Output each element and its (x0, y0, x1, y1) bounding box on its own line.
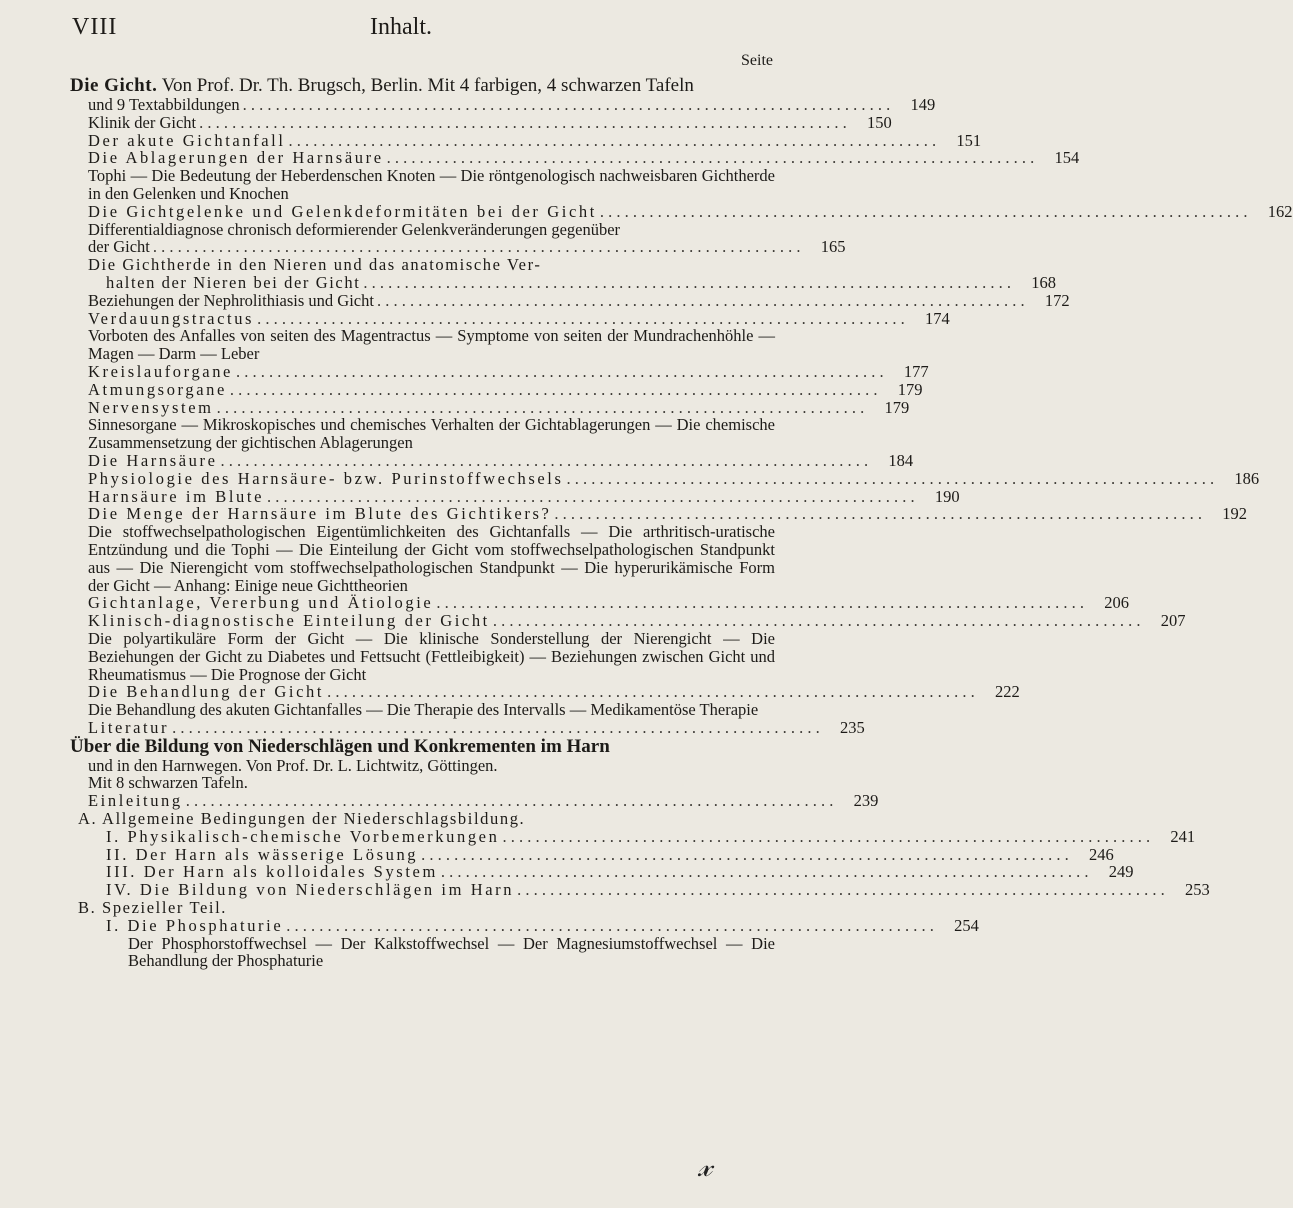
chapter-author: Von Prof. Dr. Th. Brugsch, Berlin. Mit 4 farbigen, 4 schwarzen Tafeln (157, 75, 694, 96)
page-ref: 172 (1044, 290, 1070, 310)
toc-entry[interactable]: und 9 Textabbildungen . . . 149 (70, 96, 775, 114)
page-ref: 239 (853, 791, 879, 811)
toc-entry[interactable] (70, 844, 1114, 864)
page-ref: 149 (910, 95, 936, 114)
toc-entry[interactable] (70, 486, 960, 506)
toc-entry-title: Gichtanlage, Vererbung und Ätiologie (88, 593, 434, 613)
entry-group (70, 593, 1186, 631)
toc-entry-title: Verdauungstractus (88, 308, 255, 328)
dot-leader (377, 292, 1025, 310)
page-ref: 162 (1267, 201, 1293, 221)
page-title: Inhalt. (370, 14, 432, 40)
dot-leader (421, 846, 1069, 864)
page-ref: 254 (954, 915, 979, 935)
toc-entry[interactable] (70, 826, 1196, 846)
toc-entry[interactable] (70, 611, 1186, 631)
dot-leader (286, 917, 934, 935)
dot-leader (217, 399, 865, 417)
dot-leader (436, 594, 1084, 612)
dot-leader (600, 203, 1248, 221)
toc-entry-title: I. Physikalisch-chemische Vorbemerkungen (106, 826, 500, 846)
entry-group (70, 791, 879, 811)
toc-entry[interactable] (70, 148, 1080, 168)
toc-entry[interactable] (70, 112, 892, 132)
toc-entry[interactable] (70, 791, 879, 811)
dot-leader (221, 452, 869, 470)
toc-entry[interactable] (70, 308, 950, 328)
page-ref: 246 (1089, 844, 1114, 864)
toc-entry[interactable]: der Gicht . . . 165 (70, 238, 775, 256)
toc-entry-title: Der akute Gichtanfall (88, 130, 286, 150)
page-header (72, 14, 752, 42)
dot-leader (502, 828, 1150, 846)
toc-entry-title: Beziehungen der Nephrolithiasis und Gicht (88, 290, 374, 310)
toc-entry-title: Harnsäure im Blute (88, 486, 265, 506)
subtopics-paragraph: Die stoffwechselpathologischen Eigentümlichkeiten des Gichtanfalls — Die arthritisch-uratische Entzündung und die Tophi — Die Einteilung der Gicht vom stoffwechselpathologischen Standpunkt aus — Die Nierengicht vom stoffwechselpathologischen Standpunkt — Die hyperurikämische Form der Gicht — Anhang: Einige neue Gichttheorien (88, 522, 775, 595)
entry-group (70, 915, 979, 935)
toc-entry[interactable] (70, 397, 910, 417)
entry-group (70, 717, 865, 737)
toc-entry-title: Die Gichtgelenke und Gelenkdeformitäten bei der Gicht (88, 201, 597, 221)
toc-entry-title: Die Menge der Harnsäure im Blute des Gichtikers? (88, 504, 552, 524)
page-ref: 190 (934, 486, 960, 506)
subtopics-paragraph: Sinnesorgane — Mikroskopisches und chemisches Verhalten der Gichtablagerungen — Die chemische Zusammensetzung der gichtischen Ablagerungen (88, 415, 775, 453)
chapter-plates: Mit 8 schwarzen Tafeln. (88, 773, 248, 793)
toc-entry-title: Die Harnsäure (88, 450, 218, 470)
toc-entry-title: Klinik der Gicht (88, 112, 197, 132)
page-ref: 151 (956, 130, 982, 150)
entry-group (70, 682, 1020, 702)
toc-entry-title: II. Der Harn als wässerige Lösung (106, 844, 419, 864)
toc-entry[interactable] (70, 379, 923, 399)
toc-entry[interactable] (70, 130, 982, 150)
page-ref: 192 (1222, 504, 1248, 524)
toc-entry[interactable] (70, 593, 1129, 613)
toc-entry: Die Gichtherde in den Nieren und das anatomische Ver- (88, 255, 542, 275)
dot-leader (327, 683, 975, 701)
dot-leader (517, 881, 1165, 899)
entry-group (70, 361, 929, 417)
dot-leader (554, 505, 1202, 523)
toc-entry-title: I. Die Phosphaturie (106, 915, 284, 935)
toc-entry-title: Einleitung (88, 791, 183, 811)
toc-entry-title: Kreislauforgane (88, 361, 233, 381)
toc-entry[interactable] (70, 682, 1020, 702)
dot-leader (236, 363, 884, 381)
dot-leader (387, 149, 1035, 167)
page-ref: 253 (1185, 880, 1210, 900)
toc-entry-title: Atmungsorgane (88, 379, 227, 399)
page-ref: 206 (1104, 593, 1129, 613)
page-ref: 177 (903, 361, 929, 381)
dot-leader (172, 719, 820, 737)
toc-entry-title: Physiologie des Harnsäure- bzw. Purinstoffwechsels (88, 468, 564, 488)
chapter-title: Die Gicht. (70, 75, 158, 96)
section-a-heading: A. Allgemeine Bedingungen der Niederschlagsbildung. (78, 809, 526, 829)
page-ref: 186 (1234, 468, 1260, 488)
page-ref: 150 (867, 112, 892, 132)
dot-leader (441, 863, 1089, 881)
page-ref: 179 (897, 379, 923, 399)
toc-entry: Differentialdiagnose chronisch deformierender Gelenkveränderungen gegenüber (88, 219, 621, 239)
toc-entry[interactable] (70, 504, 1248, 524)
page-ref: 207 (1160, 611, 1186, 631)
toc-entry[interactable] (70, 862, 1134, 882)
page-ref: 235 (840, 717, 865, 737)
toc-entry-title: Nervensystem (88, 397, 214, 417)
subtopics-paragraph: Vorboten des Anfalles von seiten des Magentractus — Symptome von seiten der Mundrachenhöhle — Magen — Darm — Leber (88, 326, 775, 364)
toc-entry-title: Die Behandlung der Gicht (88, 682, 325, 702)
toc-entry[interactable] (70, 717, 865, 737)
dot-leader (257, 310, 905, 328)
dot-leader (230, 381, 878, 399)
toc-entry[interactable] (70, 361, 929, 381)
subtopics-paragraph: Die Behandlung des akuten Gichtanfalles — Die Therapie des Intervalls — Medikamentöse Therapie (88, 700, 759, 720)
toc-entry[interactable] (70, 290, 1070, 310)
dot-leader (567, 470, 1215, 488)
seite-column-label: Seite (741, 52, 773, 69)
toc-entry[interactable] (70, 450, 914, 470)
dot-leader (199, 114, 847, 132)
toc-entry-title: Literatur (88, 717, 170, 737)
page-ref: 154 (1054, 148, 1080, 168)
pencil-mark-icon: 𝓍 (698, 1150, 713, 1183)
page-ref: 174 (924, 308, 950, 328)
page-ref: 241 (1170, 826, 1196, 846)
subtopics-paragraph: Tophi — Die Bedeutung der Heberdenschen Knoten — Die röntgenologisch nachweisbaren Gichtherde in den Gelenken und Knochen (88, 166, 775, 203)
toc-entry[interactable] (70, 468, 1260, 488)
chapter-author: und in den Harnwegen. Von Prof. Dr. L. Lichtwitz, Göttingen. (88, 755, 498, 775)
dot-leader (267, 488, 915, 506)
table-of-contents (70, 75, 1293, 971)
entry-group (70, 450, 1260, 524)
page-ref: 179 (884, 397, 910, 417)
chapter-heading-harn: Über die Bildung von Niederschlägen und Konkrementen im Harn (70, 735, 610, 757)
page-ref: 249 (1108, 862, 1134, 882)
entry-group (70, 826, 1210, 900)
page-ref: 222 (994, 682, 1020, 702)
toc-entry[interactable]: halten der Nieren bei der Gicht . . . 168 (70, 274, 775, 292)
page-ref: 184 (888, 450, 914, 470)
dot-leader (289, 132, 937, 150)
toc-entry[interactable] (70, 880, 1210, 900)
section-b-heading: B. Spezieller Teil. (78, 898, 227, 918)
toc-entry[interactable] (70, 201, 1293, 221)
dot-leader (186, 792, 834, 810)
subtopics-paragraph: Die polyartikuläre Form der Gicht — Die klinische Sonderstellung der Nierengicht — Die Beziehungen der Gicht zu Diabetes und Fettsucht (Fettleibigkeit) — Beziehungen zwischen Gicht und Rheumatismus — Die Prognose der Gicht (88, 628, 775, 684)
entry-group (70, 112, 1080, 168)
entry-group (70, 290, 1070, 328)
subtopics-paragraph: Der Phosphorstoffwechsel — Der Kalkstoffwechsel — Der Magnesiumstoffwechsel — Die Behandlung der Phosphaturie (128, 933, 775, 971)
page-number: VIII (72, 14, 118, 40)
toc-entry[interactable] (70, 915, 979, 935)
toc-entry-title: Die Ablagerungen der Harnsäure (88, 148, 384, 168)
entry-group (70, 201, 1293, 221)
chapter-heading-gicht (70, 76, 775, 96)
toc-entry-title: Klinisch-diagnostische Einteilung der Gicht (88, 611, 490, 631)
dot-leader (493, 612, 1141, 630)
toc-entry-title: III. Der Harn als kolloidales System (106, 862, 438, 882)
toc-entry-title: IV. Die Bildung von Niederschlägen im Harn (106, 880, 515, 900)
